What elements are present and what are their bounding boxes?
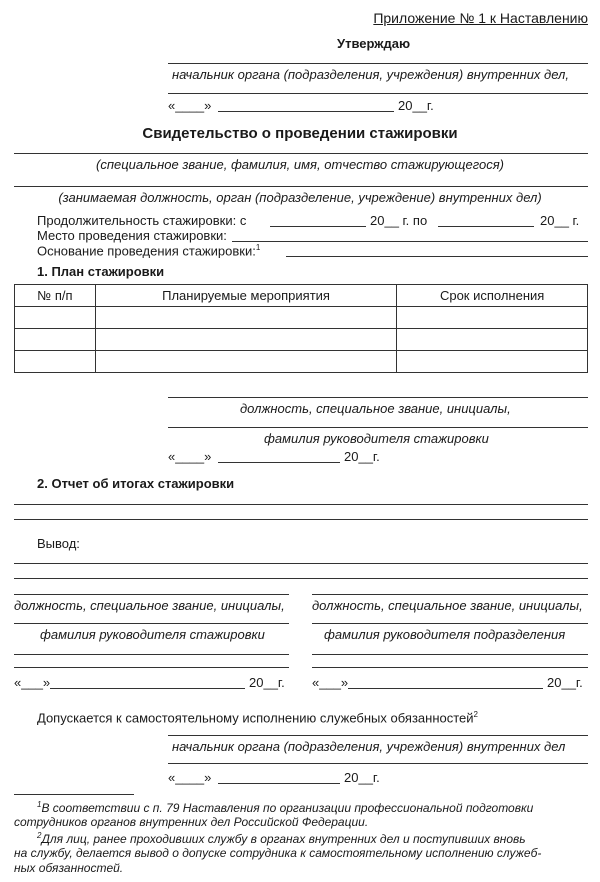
table-row — [15, 329, 588, 351]
plan-table — [14, 284, 588, 373]
admission-signature-line — [168, 763, 588, 764]
table-row — [15, 351, 588, 373]
right-date-year: 20__г. — [547, 675, 583, 690]
left-date-open: «___» — [14, 675, 51, 690]
intern-name-caption: (специальное звание, фамилия, имя, отчество стажирующегося) — [95, 157, 504, 172]
table-cell[interactable] — [15, 351, 96, 373]
place-label: Место проведения стажировки: — [37, 228, 227, 243]
table-cell[interactable] — [95, 329, 396, 351]
appendix-label: Приложение № 1 к Наставлению — [373, 10, 588, 26]
chief-caption: начальник органа (подразделения, учреждения) внутренних дел, — [172, 67, 569, 82]
right-date-line — [348, 688, 543, 689]
basis-footnote-ref: 1 — [255, 243, 261, 252]
plan-date-year: 20__г. — [344, 449, 380, 464]
footnote-2-mark: 2 — [37, 831, 42, 840]
left-signature-caption-2: фамилия руководителя стажировки — [40, 627, 265, 642]
intern-position-caption: (занимаемая должность, орган (подразделение, учреждение) внутренних дел) — [58, 190, 542, 205]
place-line — [232, 241, 588, 242]
table-cell[interactable] — [95, 351, 396, 373]
report-line-1 — [14, 504, 588, 505]
footnote-1-mark: 1 — [37, 800, 42, 809]
footnote-separator — [14, 794, 134, 795]
admission-text-body: Допускается к самостоятельному исполнению служебных обязанностей — [37, 710, 474, 726]
table-row — [15, 307, 588, 329]
duration-year-start: 20__ г. по — [370, 213, 428, 228]
column-header-activities: Планируемые мероприятия — [95, 285, 396, 307]
column-header-number: № п/п — [15, 285, 96, 307]
duration-label: Продолжительность стажировки: с — [37, 213, 247, 228]
page-title: Свидетельство о проведении стажировки — [142, 125, 458, 142]
left-signature-line-1 — [14, 594, 289, 595]
basis-label-text: Основание проведения стажировки: — [37, 243, 256, 259]
approve-date-year: 20__г. — [398, 98, 434, 113]
column-header-deadline: Срок исполнения — [397, 285, 588, 307]
left-signature-caption-1: должность, специальное звание, инициалы, — [14, 598, 285, 613]
left-signature-line-2 — [14, 623, 289, 624]
left-signature-line-3 — [14, 654, 289, 655]
basis-line — [286, 256, 588, 257]
chief-name-line — [168, 63, 588, 64]
duration-end-line — [438, 226, 534, 227]
right-signature-line-2 — [312, 623, 588, 624]
table-cell[interactable] — [397, 307, 588, 329]
right-signature-caption-1: должность, специальное звание, инициалы, — [312, 598, 583, 613]
admission-date-year: 20__г. — [344, 770, 380, 785]
footnote-1-line-2: сотрудников органов внутренних дел Российской Федерации. — [14, 815, 369, 829]
approve-date-line — [218, 111, 394, 112]
conclusion-label: Вывод: — [37, 536, 80, 551]
chief-signature-line — [168, 93, 588, 94]
right-signature-line-1 — [312, 594, 588, 595]
plan-signature-line-2 — [168, 427, 588, 428]
right-signature-caption-2: фамилия руководителя подразделения — [324, 627, 566, 642]
footnote-2-line-1 — [37, 832, 526, 845]
right-date-open: «___» — [312, 675, 349, 690]
table-cell[interactable] — [15, 307, 96, 329]
duration-year-end: 20__ г. — [540, 213, 580, 228]
right-signature-line-4 — [312, 667, 588, 668]
admission-date-open: «____» — [168, 770, 212, 785]
table-cell[interactable] — [397, 329, 588, 351]
admission-date-line — [218, 783, 340, 784]
plan-signature-line-1 — [168, 397, 588, 398]
footnote-1-line-1 — [37, 801, 533, 814]
duration-start-line — [270, 226, 366, 227]
admission-footnote-ref: 2 — [473, 710, 478, 719]
plan-signature-caption-1: должность, специальное звание, инициалы, — [240, 401, 511, 416]
intern-name-line — [14, 153, 588, 154]
admission-text — [37, 711, 478, 724]
approve-label: Утверждаю — [337, 36, 411, 51]
admission-chief-line — [168, 735, 588, 736]
plan-date-line — [218, 462, 340, 463]
admission-chief-caption: начальник органа (подразделения, учреждения) внутренних дел — [172, 739, 566, 754]
conclusion-line-2 — [14, 578, 588, 579]
conclusion-line-1 — [14, 563, 588, 564]
report-line-2 — [14, 519, 588, 520]
footnote-1-text: В соответствии с п. 79 Наставления по организации профессиональной подготовки — [41, 801, 534, 815]
table-cell[interactable] — [397, 351, 588, 373]
left-date-year: 20__г. — [249, 675, 285, 690]
right-signature-line-3 — [312, 654, 588, 655]
report-heading: 2. Отчет об итогах стажировки — [37, 476, 235, 491]
footnote-2-text: Для лиц, ранее проходивших службу в органах внутренних дел и поступивших вновь — [41, 832, 526, 846]
left-date-line — [50, 688, 245, 689]
plan-date-open: «____» — [168, 449, 212, 464]
plan-heading: 1. План стажировки — [37, 264, 165, 279]
footnote-2-line-3: ных обязанностей. — [14, 861, 124, 875]
footnote-2-line-2: на службу, делается вывод о допуске сотрудника к самостоятельному исполнению служеб- — [14, 846, 542, 860]
approve-date-open: «____» — [168, 98, 212, 113]
plan-signature-caption-2: фамилия руководителя стажировки — [264, 431, 489, 446]
table-cell[interactable] — [95, 307, 396, 329]
left-signature-line-4 — [14, 667, 289, 668]
table-cell[interactable] — [15, 329, 96, 351]
basis-label — [37, 244, 260, 257]
intern-position-line — [14, 186, 588, 187]
